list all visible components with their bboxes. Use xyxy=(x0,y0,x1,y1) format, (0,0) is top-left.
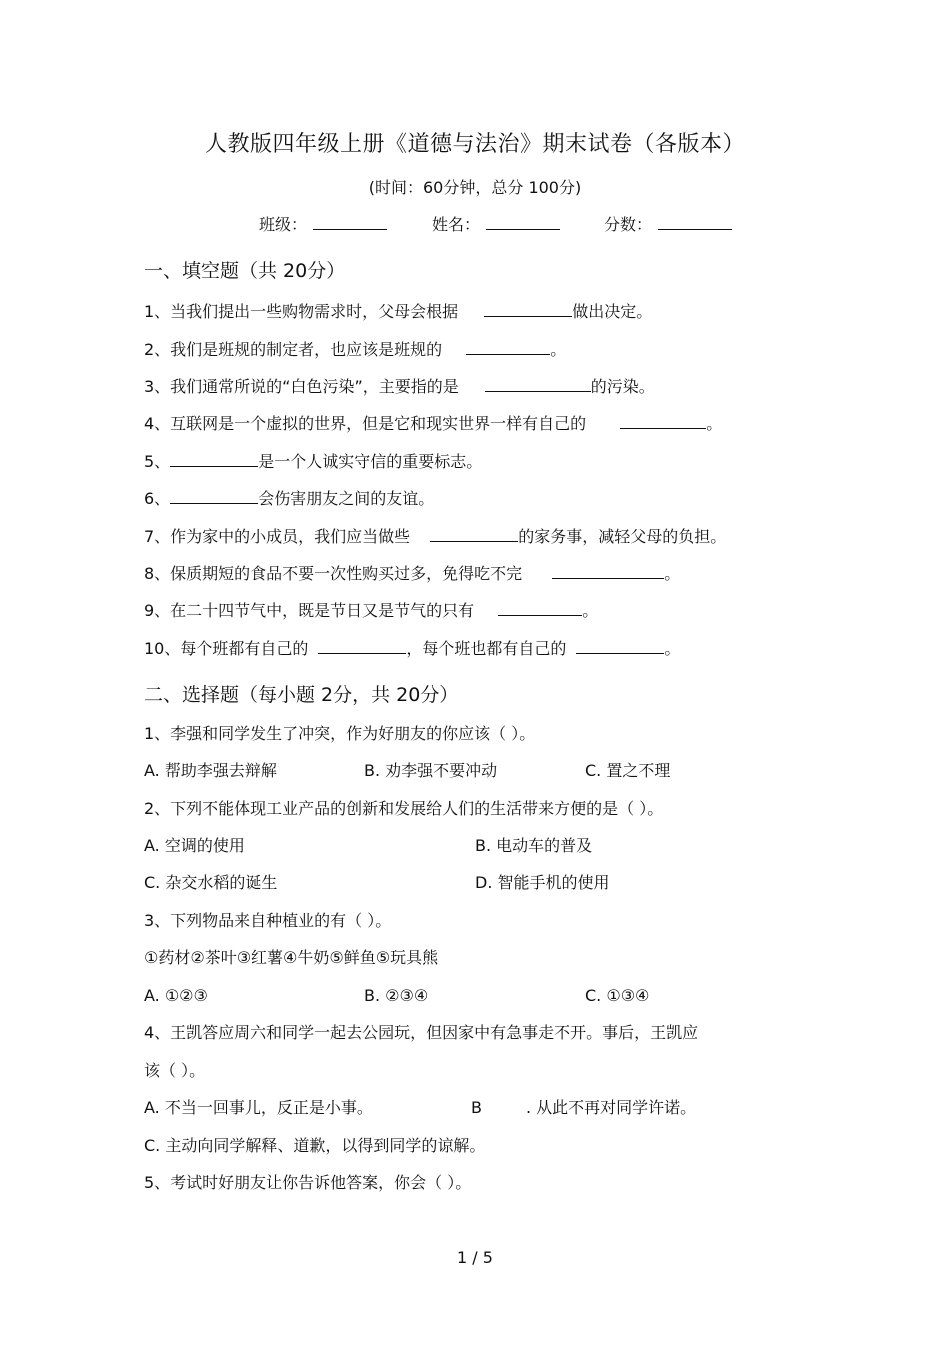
class-label: 班级： xyxy=(259,215,308,234)
choice-q3-option-a: A. ①②③ xyxy=(144,986,208,1005)
answer-blank xyxy=(498,599,582,616)
question-text: 6、 xyxy=(144,489,171,508)
question-text-end: 做出决定。 xyxy=(572,302,653,321)
page-number: 1 / 5 xyxy=(457,1248,493,1267)
answer-blank xyxy=(466,338,550,355)
answer-blank xyxy=(552,562,664,579)
choice-q4-option-c: C. 主动向同学解释、道歉，以得到同学的谅解。 xyxy=(144,1136,486,1155)
choice-q1-option-c: C. 置之不理 xyxy=(585,761,671,780)
choice-q2-option-a: A. 空调的使用 xyxy=(144,836,245,855)
answer-blank xyxy=(430,525,518,542)
fill-question-2 xyxy=(144,338,566,360)
question-text-end: 。 xyxy=(582,601,599,620)
score-label: 分数： xyxy=(604,215,653,234)
answer-blank xyxy=(170,487,258,504)
choice-q1-option-a: A. 帮助李强去辩解 xyxy=(144,761,277,780)
question-text-end: 。 xyxy=(706,414,723,433)
choice-q4-option-b-letter: B xyxy=(471,1098,482,1117)
answer-blank xyxy=(485,375,591,392)
question-text: 8、保质期短的食品不要一次性购买过多，免得吃不完 xyxy=(144,564,523,583)
fill-question-9 xyxy=(144,599,598,621)
question-text: 2、我们是班规的制定者，也应该是班规的 xyxy=(144,340,443,359)
choice-q1-option-b: B. 劝李强不要冲动 xyxy=(364,761,498,780)
question-text-end: 的家务事，减轻父母的负担。 xyxy=(518,527,727,546)
fill-question-5 xyxy=(144,450,482,472)
question-text-end: 是一个人诚实守信的重要标志。 xyxy=(258,452,483,471)
question-text: 7、作为家中的小成员，我们应当做些 xyxy=(144,527,411,546)
fill-question-10 xyxy=(144,637,680,659)
exam-time-info: (时间：60分钟，总分 100分) xyxy=(368,178,582,197)
choice-q2-option-d: D. 智能手机的使用 xyxy=(475,873,610,892)
question-text-end: 。 xyxy=(664,639,681,658)
question-text-end: 会伤害朋友之间的友谊。 xyxy=(258,489,435,508)
choice-q2-option-b: B. 电动车的普及 xyxy=(475,836,593,855)
answer-blank xyxy=(170,450,258,467)
choice-q4-option-b: . 从此不再对同学许诺。 xyxy=(526,1098,697,1117)
class-field xyxy=(259,212,387,235)
answer-blank xyxy=(318,637,406,654)
choice-question-5-stem: 5、考试时好朋友让你告诉他答案，你会（ ）。 xyxy=(144,1173,472,1192)
score-field xyxy=(604,212,732,235)
question-text-middle: ，每个班也都有自己的 xyxy=(406,639,567,658)
choice-q3-items: ①药材②茶叶③红薯④牛奶⑤鲜鱼⑤玩具熊 xyxy=(144,948,439,967)
question-text: 9、在二十四节气中，既是节日又是节气的只有 xyxy=(144,601,475,620)
page-title: 人教版四年级上册《道德与法治》期末试卷（各版本） xyxy=(204,132,745,157)
answer-blank xyxy=(484,300,572,317)
class-blank xyxy=(313,213,387,230)
choice-question-2-stem: 2、下列不能体现工业产品的创新和发展给人们的生活带来方便的是（ ）。 xyxy=(144,799,664,818)
question-text: 1、当我们提出一些购物需求时，父母会根据 xyxy=(144,302,459,321)
fill-question-8 xyxy=(144,562,680,584)
fill-question-1 xyxy=(144,300,652,322)
question-text-end: 。 xyxy=(664,564,681,583)
question-text-end: 。 xyxy=(550,340,567,359)
question-text: 5、 xyxy=(144,452,171,471)
fill-question-4 xyxy=(144,412,722,434)
choice-question-4-stem-line1: 4、王凯答应周六和同学一起去公园玩，但因家中有急事走不开。事后，王凯应 xyxy=(144,1023,699,1042)
answer-blank xyxy=(620,412,706,429)
section-fill-in-heading: 一、填空题（共 20分） xyxy=(144,260,346,282)
section-multiple-choice-heading: 二、选择题（每小题 2分，共 20分） xyxy=(144,684,459,706)
fill-question-6 xyxy=(144,487,434,509)
choice-question-3-stem: 3、下列物品来自种植业的有（ ）。 xyxy=(144,911,392,930)
fill-question-3 xyxy=(144,375,655,397)
name-label: 姓名： xyxy=(432,215,481,234)
choice-q2-option-c: C. 杂交水稻的诞生 xyxy=(144,873,278,892)
question-text-end: 的污染。 xyxy=(590,377,655,396)
name-blank xyxy=(486,213,560,230)
choice-q4-option-a: A. 不当一回事儿，反正是小事。 xyxy=(144,1098,373,1117)
choice-q3-option-c: C. ①③④ xyxy=(585,986,650,1005)
choice-question-1-stem: 1、李强和同学发生了冲突，作为好朋友的你应该（ ）。 xyxy=(144,724,536,743)
answer-blank xyxy=(576,637,664,654)
question-text: 3、我们通常所说的“白色污染”，主要指的是 xyxy=(144,377,459,396)
choice-question-4-stem-line2: 该（ ）。 xyxy=(144,1061,206,1080)
score-blank xyxy=(658,213,732,230)
name-field xyxy=(432,212,560,235)
choice-q3-option-b: B. ②③④ xyxy=(364,986,429,1005)
fill-question-7 xyxy=(144,525,726,547)
question-text: 4、互联网是一个虚拟的世界，但是它和现实世界一样有自己的 xyxy=(144,414,587,433)
question-text: 10、每个班都有自己的 xyxy=(144,639,309,658)
